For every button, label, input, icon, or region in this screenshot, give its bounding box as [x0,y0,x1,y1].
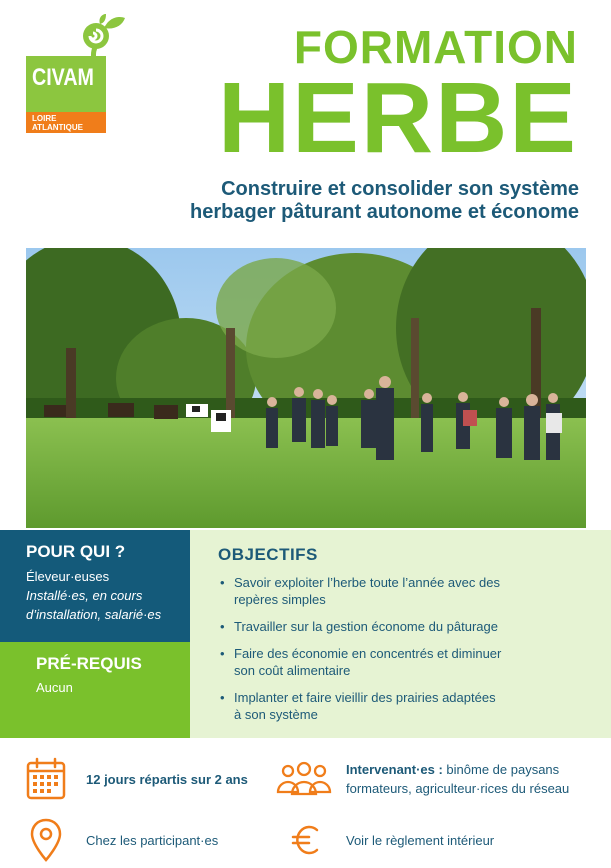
speakers-line-1 [346,760,569,779]
speakers-text [346,760,569,798]
list-item [220,645,590,679]
objective-line: son coût alimentaire [234,663,351,678]
civam-logo [26,14,126,132]
objectives-title: OBJECTIFS [218,545,318,564]
prerequisites-title: PRÉ-REQUIS [36,654,142,673]
sprout-icon [70,14,126,60]
subtitle-line-1: Construire et consolider son système [221,178,579,200]
duration-info [24,756,248,802]
title-herbe: HERBE [217,62,578,174]
location-text: Chez les participant·es [86,832,219,848]
price-info [290,822,494,858]
objective-line: à son système [234,707,318,722]
people-icon [276,760,332,798]
objective-line: • Implanter et faire vieillir des prairies adaptées [234,690,496,705]
speakers-label: Intervenant·es : [346,762,443,777]
audience-panel [0,530,190,642]
duration-text: 12 jours répartis sur 2 ans [86,771,248,787]
objective-line: • Savoir exploiter l’herbe toute l’année avec des [234,575,500,590]
objectives-panel [190,530,611,738]
location-info [30,818,218,862]
subtitle-line-2: herbager pâturant autonome et économe [190,201,579,223]
audience-title: POUR QUI ? [26,542,126,561]
speakers-info [276,760,569,798]
price-text: Voir le règlement intérieur [346,832,495,848]
logo-name: CIVAM [32,64,94,91]
list-item [220,689,590,723]
audience-line-2: Installé·es, en cours [26,588,143,603]
field-group-photo [26,248,586,528]
logo-region: LOIRE ATLANTIQUE [32,114,83,132]
objective-line: repères simples [234,592,326,607]
list-item [220,618,590,635]
location-pin-icon [30,818,62,862]
objective-line: • Travailler sur la gestion économe du pâturage [234,619,498,634]
audience-line-1: Éleveur·euses [26,569,110,584]
photo-illustration [26,248,586,528]
calendar-icon [24,756,68,802]
list-item [220,574,590,608]
title-formation: FORMATION [293,21,578,73]
euro-icon [290,822,322,858]
speakers-text-1: binôme de paysans [442,762,560,777]
speakers-line-2: formateurs, agriculteur·rices du réseau [346,781,570,796]
objective-line: • Faire des économie en concentrés et diminuer [234,646,502,661]
prerequisites-value: Aucun [36,680,73,695]
objectives-list [220,574,590,733]
prerequisites-panel [0,642,190,738]
subtitle [190,178,579,224]
audience-line-3: d’installation, salarié·es [26,607,162,622]
